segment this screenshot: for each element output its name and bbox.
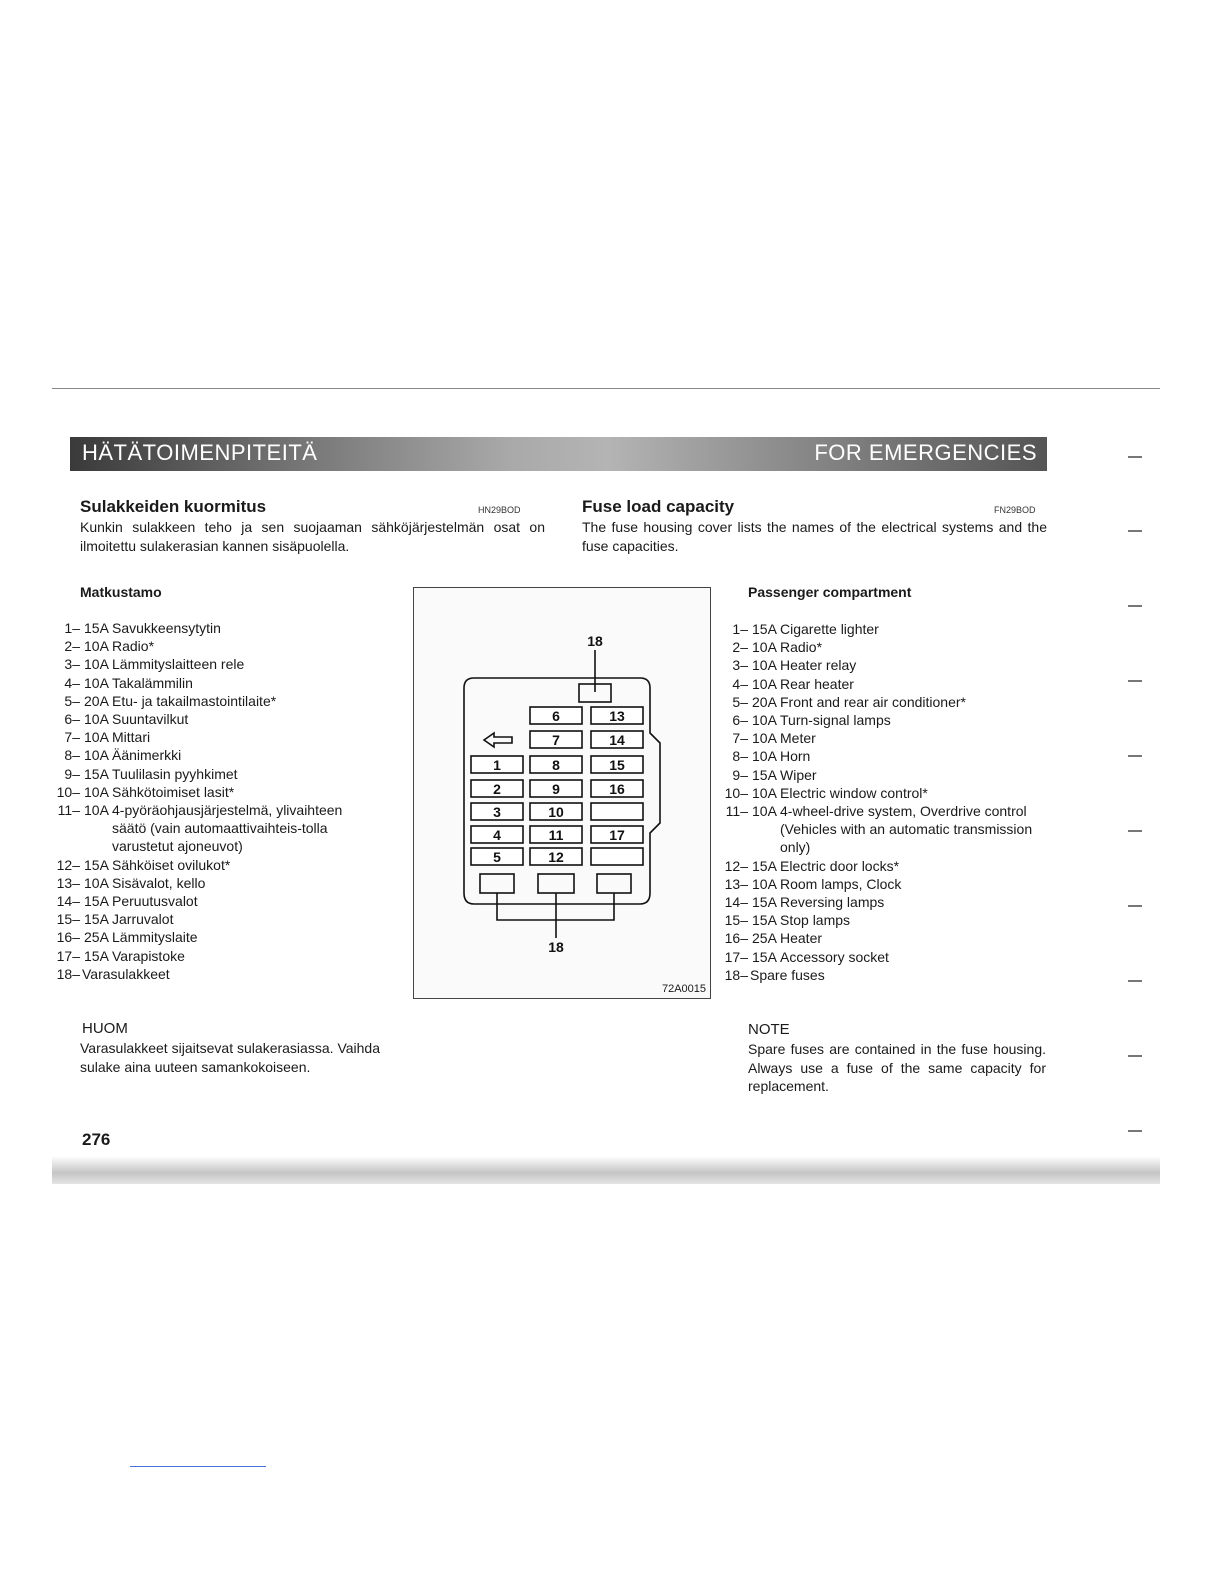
fuse-description: Heater	[780, 930, 823, 947]
fuse-amperage: 10A	[752, 675, 777, 692]
fuse-amperage: 10A	[752, 730, 777, 747]
fuse-description: Takalämmilin	[112, 674, 193, 691]
svg-text:15: 15	[609, 757, 625, 773]
fuse-list-item	[36, 892, 378, 910]
fuse-amperage: 15A	[84, 765, 109, 782]
fuse-list-item	[36, 710, 378, 728]
fuse-list-item	[36, 947, 378, 965]
fuse-list-item	[704, 693, 1046, 711]
en-intro: The fuse housing cover lists the names of the electrical systems and the fuse capacities.	[582, 519, 1047, 554]
fuse-description: Room lamps, Clock	[780, 875, 902, 892]
fuse-description: Radio*	[112, 638, 155, 655]
fuse-number: 18–	[56, 965, 80, 982]
fuse-amperage: 10A	[84, 656, 109, 673]
banner-title-en: FOR EMERGENCIES	[814, 440, 1037, 465]
fuse-amperage: 15A	[84, 947, 109, 964]
fuse-list-item	[36, 783, 378, 801]
fuse-list-item	[36, 728, 378, 746]
fuse-amperage: 15A	[84, 856, 109, 873]
callout-top: 18	[587, 633, 603, 649]
fuse-list-item	[36, 674, 378, 692]
fuse-number: 12–	[56, 856, 80, 873]
fuse-amperage: 25A	[84, 929, 109, 946]
fuse-list-item	[704, 766, 1046, 784]
fuse-amperage: 15A	[752, 912, 777, 929]
fuse-amperage: 10A	[752, 639, 777, 656]
fuse-amperage: 10A	[84, 638, 109, 655]
fuse-box-figure	[413, 587, 711, 999]
fuse-list-item	[36, 765, 378, 783]
fuse-amperage: 15A	[752, 948, 777, 965]
fuse-number: 3–	[64, 656, 80, 673]
fuse-description: Sisävalot, kello	[112, 874, 206, 891]
svg-text:14: 14	[609, 732, 625, 748]
en-title: Fuse load capacity	[582, 497, 735, 516]
svg-text:11: 11	[548, 827, 564, 843]
fuse-description: Reversing lamps	[780, 894, 885, 911]
svg-text:3: 3	[493, 804, 501, 820]
en-note-text: Spare fuses are contained in the fuse housing. Always use a fuse of the same capacity for replacement.	[748, 1041, 1046, 1094]
fuse-amperage: 10A	[752, 784, 777, 801]
fuse-number: 16–	[56, 929, 80, 946]
fuse-description: Mittari	[112, 729, 151, 746]
fuse-description: Suuntavilkut	[112, 711, 189, 728]
fuse-amperage: 10A	[84, 729, 109, 746]
side-thumb-marks	[1126, 450, 1146, 1190]
fuse-amperage: 10A	[84, 874, 109, 891]
fuse-number: 12–	[724, 857, 748, 874]
fuse-number: 10–	[56, 783, 80, 800]
fuse-amperage: 15A	[752, 894, 777, 911]
fuse-list-item	[36, 965, 378, 983]
fuse-description: Jarruvalot	[112, 911, 174, 928]
fuse-number: 18–	[724, 966, 748, 983]
fuse-number: 4–	[64, 674, 80, 691]
fuse-list-item	[704, 747, 1046, 765]
svg-text:8: 8	[552, 757, 560, 773]
fuse-list-item	[704, 875, 1046, 893]
fuse-number: 1–	[732, 621, 748, 637]
fuse-description: Varapistoke	[112, 947, 185, 964]
svg-text:2: 2	[493, 781, 501, 797]
fuse-number: 10–	[724, 784, 748, 801]
fuse-description: Tuulilasin pyyhkimet	[112, 765, 238, 782]
fuse-list-item	[36, 874, 378, 892]
fuse-amperage: 20A	[752, 693, 777, 710]
fuse-description: Äänimerkki	[112, 747, 182, 764]
svg-text:1: 1	[493, 757, 501, 773]
fuse-amperage: 10A	[84, 711, 109, 728]
svg-text:17: 17	[609, 827, 625, 843]
page-number: 276	[82, 1130, 111, 1149]
fuse-number: 17–	[724, 948, 748, 965]
bottom-scan-band	[52, 1156, 1160, 1184]
svg-text:9: 9	[552, 781, 560, 797]
fi-note-title: HUOM	[82, 1020, 128, 1037]
fuse-number: 14–	[724, 894, 748, 911]
fuse-amperage: 10A	[752, 748, 777, 765]
fuse-number: 14–	[56, 893, 80, 910]
svg-text:7: 7	[552, 732, 560, 748]
fuse-description: Turn-signal lamps	[780, 712, 891, 729]
fuse-list-item	[36, 746, 378, 764]
svg-text:6: 6	[552, 708, 560, 724]
en-note-title: NOTE	[748, 1021, 790, 1038]
fuse-number: 2–	[64, 638, 80, 655]
fuse-description: Accessory socket	[780, 948, 889, 965]
fuse-list-item	[704, 656, 1046, 674]
fuse-description: 4-pyöräohjausjärjestelmä, ylivaihteen säätö (vain automaattivaihteis-tolla varustetut ajoneuvot)	[112, 802, 343, 855]
fuse-amperage: 10A	[84, 747, 109, 764]
fuse-amperage: 25A	[752, 930, 777, 947]
fuse-number: 15–	[724, 912, 748, 929]
fuse-amperage: 10A	[752, 875, 777, 892]
fuse-number: 13–	[56, 874, 80, 891]
fuse-description: Electric window control*	[780, 784, 928, 801]
fi-fuse-list	[36, 619, 378, 983]
figure-code: 72A0015	[661, 983, 706, 995]
en-section-title: Passenger compartment	[748, 584, 912, 600]
svg-text:16: 16	[609, 781, 625, 797]
fuse-amperage: 10A	[752, 657, 777, 674]
fuse-amperage: 15A	[84, 911, 109, 928]
fuse-list-item	[704, 711, 1046, 729]
fuse-list-item	[36, 655, 378, 673]
fuse-number: 8–	[64, 747, 80, 764]
fuse-number: 17–	[56, 947, 80, 964]
en-code: FN29BOD	[994, 505, 1036, 515]
fuse-number: 7–	[64, 729, 80, 746]
fuse-description: Rear heater	[780, 675, 854, 692]
fuse-amperage: 15A	[84, 620, 109, 636]
fuse-description: Savukkeensytytin	[112, 620, 221, 636]
fuse-description: Sähkötoimiset lasit*	[112, 783, 235, 800]
fuse-list-item	[704, 929, 1046, 947]
fuse-list-item	[36, 692, 378, 710]
fuse-list-item	[704, 784, 1046, 802]
fuse-description: Radio*	[780, 639, 823, 656]
fuse-amperage: 10A	[84, 802, 109, 819]
banner-title-fi: HÄTÄTOIMENPITEITÄ	[82, 440, 318, 465]
fuse-amperage: 15A	[752, 621, 777, 637]
fuse-description: Spare fuses	[750, 966, 825, 983]
fuse-amperage: 15A	[752, 766, 777, 783]
fi-title: Sulakkeiden kuormitus	[80, 497, 267, 516]
top-rule	[52, 388, 1160, 389]
fuse-number: 5–	[64, 692, 80, 709]
fuse-number: 5–	[732, 693, 748, 710]
fuse-list-item	[36, 928, 378, 946]
fuse-list-item	[36, 801, 378, 856]
fuse-number: 11–	[57, 802, 80, 819]
fuse-number: 3–	[732, 657, 748, 674]
fuse-description: Electric door locks*	[780, 857, 900, 874]
fuse-description: Etu- ja takailmastointilaite*	[112, 692, 277, 709]
fuse-amperage: 10A	[84, 783, 109, 800]
fi-code: HN29BOD	[478, 505, 521, 515]
fuse-description: Meter	[780, 730, 816, 747]
fuse-list-item	[36, 910, 378, 928]
fuse-list-item	[704, 911, 1046, 929]
fuse-number: 6–	[732, 712, 748, 729]
callout-bottom: 18	[548, 939, 564, 955]
svg-text:13: 13	[609, 708, 625, 724]
bottom-link-underline	[130, 1466, 266, 1467]
fuse-list-item	[36, 619, 378, 637]
fuse-amperage: 10A	[84, 674, 109, 691]
fuse-box-diagram	[414, 588, 710, 998]
fuse-description: Heater relay	[780, 657, 857, 674]
svg-text:10: 10	[548, 804, 564, 820]
fuse-list-item	[36, 637, 378, 655]
fuse-amperage: 15A	[84, 893, 109, 910]
fi-section-title: Matkustamo	[80, 584, 162, 600]
fuse-number: 4–	[732, 675, 748, 692]
fuse-description: Wiper	[780, 766, 817, 783]
fuse-amperage: 15A	[752, 857, 777, 874]
section-banner	[70, 437, 1047, 471]
fuse-list-item	[36, 856, 378, 874]
fuse-list-item	[704, 857, 1046, 875]
fuse-slot-empty-2	[591, 848, 643, 865]
fuse-list-item	[704, 675, 1046, 693]
fuse-number: 6–	[64, 711, 80, 728]
fuse-description: Cigarette lighter	[780, 621, 879, 637]
fuse-number: 1–	[64, 620, 80, 636]
fuse-number: 2–	[732, 639, 748, 656]
fuse-number: 7–	[732, 730, 748, 747]
fuse-number: 8–	[732, 748, 748, 765]
fuse-number: 11–	[725, 803, 748, 820]
fuse-list-item	[704, 802, 1046, 857]
fuse-number: 9–	[64, 765, 80, 782]
svg-text:12: 12	[548, 849, 564, 865]
fuse-description: Peruutusvalot	[112, 893, 198, 910]
fuse-list-item	[704, 638, 1046, 656]
fuse-description: Horn	[780, 748, 811, 765]
fuse-list-item	[704, 729, 1046, 747]
fuse-number: 16–	[724, 930, 748, 947]
fuse-number: 9–	[732, 766, 748, 783]
fuse-description: Varasulakkeet	[82, 965, 170, 982]
svg-text:5: 5	[493, 849, 501, 865]
fi-note-text: Varasulakkeet sijaitsevat sulakerasiassa. Vaihda sulake aina uuteen samankokoiseen.	[80, 1040, 380, 1075]
fuse-description: Lämmityslaitteen rele	[112, 656, 245, 673]
fuse-list-item	[704, 893, 1046, 911]
fuse-amperage: 10A	[752, 712, 777, 729]
en-fuse-list	[704, 620, 1046, 984]
svg-text:4: 4	[493, 827, 501, 843]
fuse-number: 13–	[724, 875, 748, 892]
fuse-list-item	[704, 620, 1046, 638]
fuse-list-item	[704, 948, 1046, 966]
fi-intro: Kunkin sulakkeen teho ja sen suojaaman sähköjärjestelmän osat on ilmoitettu sulakerasian kannen sisäpuolella.	[80, 519, 545, 554]
fuse-list-item	[704, 966, 1046, 984]
fuse-slot-empty-1	[591, 803, 643, 820]
fuse-description: Stop lamps	[780, 912, 851, 929]
fuse-description: Front and rear air conditioner*	[780, 693, 966, 710]
fuse-description: 4-wheel-drive system, Overdrive control (Vehicles with an automatic transmission only)	[780, 803, 1033, 856]
fuse-description: Lämmityslaite	[112, 929, 198, 946]
fuse-number: 15–	[56, 911, 80, 928]
fuse-amperage: 20A	[84, 692, 109, 709]
fuse-description: Sähköiset ovilukot*	[112, 856, 231, 873]
fuse-amperage: 10A	[752, 803, 777, 820]
